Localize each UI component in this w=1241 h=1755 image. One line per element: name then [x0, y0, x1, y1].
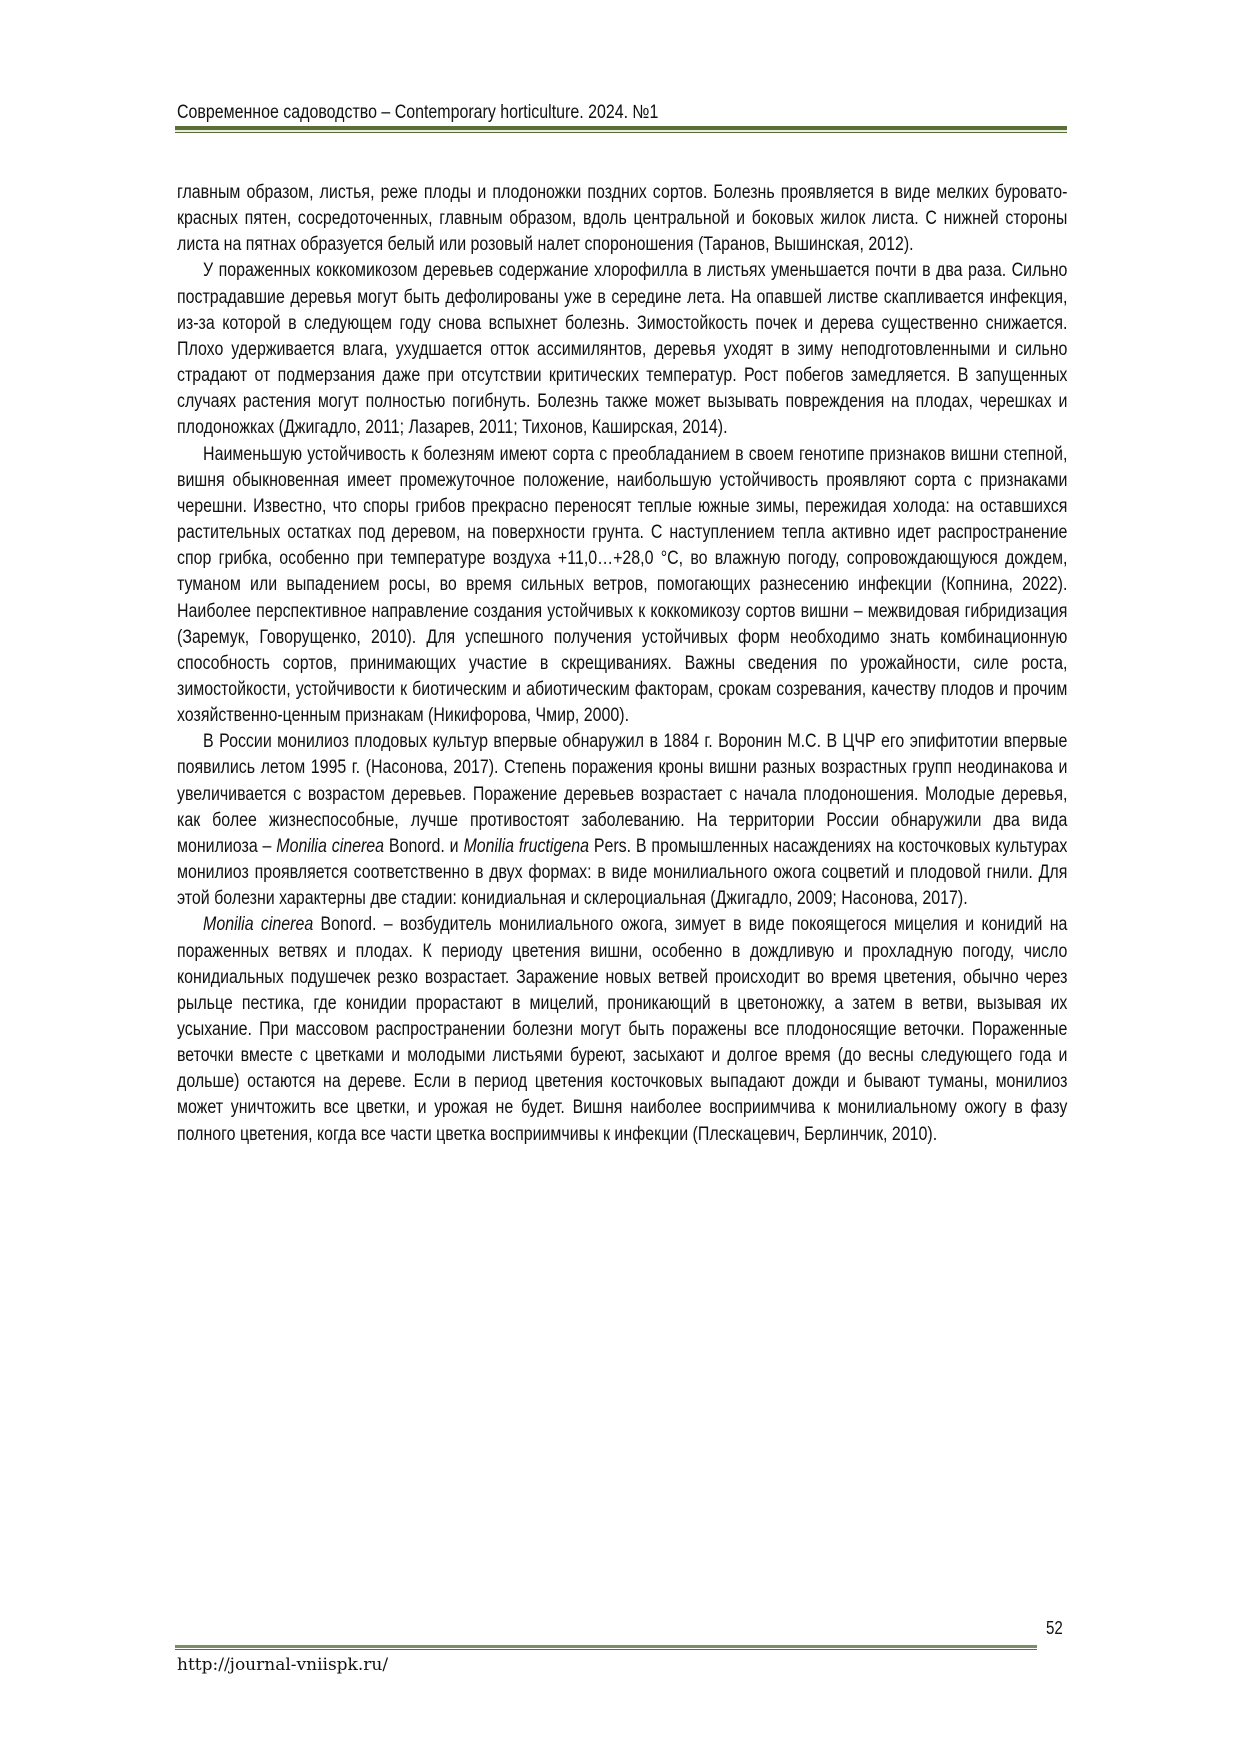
text-segment: Bonord. – возбудитель монилиального ожога, зимует в виде покоящегося мицелия и конидий на пораженных ветвях и плодах. К периоду цветения вишни, особенно в дождливую и прохладную погоду, число конидиальных подушечек резко возрастает. Заражение новых ветвей происходит во время цветения, обычно через рыльце пестика, где конидии прорастают в мицелий, проникающий в цветоножку, а затем в ветви, вызывая их усыхание. При массовом распространении болезни могут быть поражены все плодоносящие веточки. Пораженные веточки вместе с цветками и молодыми листьями буреют, засыхают и долгое время (до весны следующего года и дольше) остаются на дереве. Если в период цветения косточковых выпадают дожди и бывают туманы, монилиоз может уничтожить все цветки, и урожая не будет. Вишня наиболее восприимчива к монилиальному ожогу в фазу полного цветения, когда все части цветка восприимчивы к инфекции (Плескацевич, Берлинчик, 2010).: [177, 914, 1068, 1145]
footer-rule: [175, 1645, 1037, 1648]
paragraph: [177, 180, 1067, 258]
header-rule-thin: [175, 132, 1067, 133]
text-segment: Pers. В промышленных насаждениях на косточковых культурах монилиоз проявляется соответственно в двух формах: в виде монилиального ожога соцветий и плодовой гнили. Для этой болезни характерны две стадии: конидиальная и склероциальная (Джигадло, 2009; Насонова, 2017).: [177, 835, 1068, 910]
text-segment: Наименьшую устойчивость к болезням имеют сорта с преобладанием в своем генотипе признаков вишни степной, вишня обыкновенная имеет промежуточное положение, наибольшую устойчивость проявляют сорта с признаками черешни. Известно, что споры грибов прекрасно переносят теплые южные зимы, пережидая холода: на оставшихся растительных остатках под деревом, на поверхности грунта. С наступлением тепла активно идет распространение спор грибка, особенно при температуре воздуха +11,0…+28,0 °С, во влажную погоду, сопровождающуюся дождем, туманом или выпадением росы, во время сильных ветров, помогающих разнесению инфекции (Копнина, 2022). Наиболее перспективное направление создания устойчивых к коккомикозу сортов вишни – межвидовая гибридизация (Заремук, Говорущенко, 2010). Для успешного получения устойчивых форм необходимо знать комбинационную способность сортов, принимающих участие в скрещиваниях. Важны сведения по урожайности, силе роста, зимостойкости, устойчивости к биотическим и абиотическим факторам, срокам созревания, качеству плодов и прочим хозяйственно-ценным признакам (Никифорова, Чмир, 2000).: [177, 443, 1068, 727]
page-number: 52: [1046, 1618, 1063, 1638]
text-segment: У пораженных коккомикозом деревьев содержание хлорофилла в листьях уменьшается почти в два раза. Сильно пострадавшие деревья могут быть дефолированы уже в середине лета. На опавшей листве скапливается инфекция, из-за которой в следующем году снова вспыхнет болезнь. Зимостойкость почек и дерева существенно снижается. Плохо удерживается влага, ухудшается отток ассимилянтов, деревья уходят в зиму неподготовленными и сильно страдают от подмерзания даже при отсутствии критических температур. Рост побегов замедляется. В запущенных случаях растения могут полностью погибнуть. Болезнь также может вызывать повреждения на плодах, черешках и плодоножках (Джигадло, 2011; Лазарев, 2011; Тихонов, Каширская, 2014).: [177, 260, 1068, 439]
journal-url-link[interactable]: http://journal-vniispk.ru/: [177, 1655, 389, 1675]
paragraph: [177, 258, 1067, 441]
paragraph: [177, 729, 1067, 912]
species-name: Monilia cinerea: [276, 835, 385, 857]
footer-rule-thin: [175, 1649, 1037, 1650]
species-name: Monilia fructigena: [463, 835, 589, 857]
paragraph: [177, 912, 1067, 1147]
text-segment: Bonord. и: [384, 835, 464, 857]
paragraph: [177, 442, 1067, 730]
species-name: Monilia cinerea: [203, 914, 314, 936]
text-segment: В России монилиоз плодовых культур впервые обнаружил в 1884 г. Воронин М.С. В ЦЧР его эпифитотии впервые появились летом 1995 г. (Насонова, 2017). Степень поражения кроны вишни разных возрастных групп неодинакова и увеличивается с возрастом деревьев. Поражение деревьев возрастает с начала плодоношения. Молодые деревья, как более жизнеспособные, лучше противостоят заболеванию. На территории России обнаружили два вида монилиоза –: [177, 731, 1068, 857]
article-body: [177, 180, 1067, 1148]
running-title: Современное садоводство – Contemporary horticulture. 2024. №1: [177, 102, 659, 123]
text-segment: главным образом, листья, реже плоды и плодоножки поздних сортов. Болезнь проявляется в виде мелких буровато-красных пятен, сосредоточенных, главным образом, вдоль центральной и боковых жилок листа. С нижней стороны листа на пятнах образуется белый или розовый налет спороношения (Таранов, Вышинская, 2012).: [177, 182, 1068, 256]
